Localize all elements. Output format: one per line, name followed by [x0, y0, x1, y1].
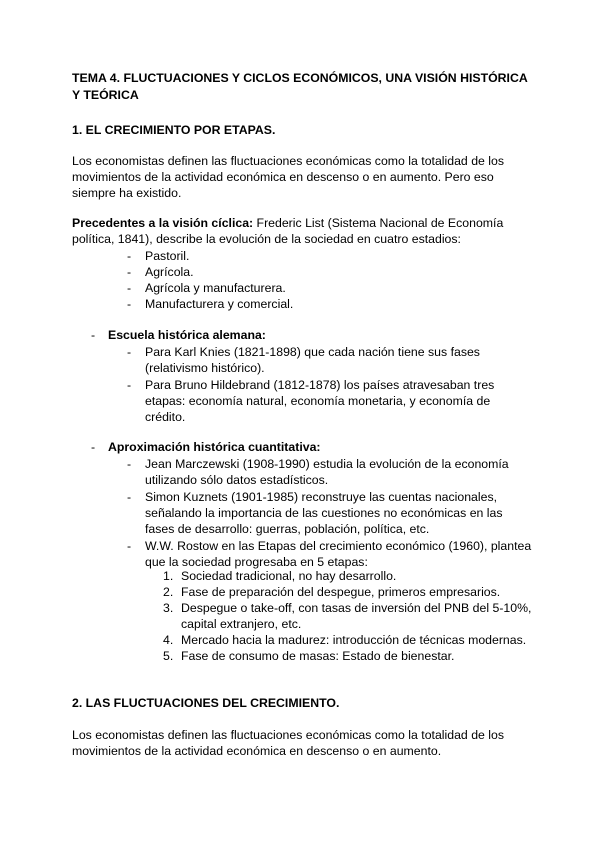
aproximacion-heading: - Aproximación histórica cuantitativa:: [91, 440, 321, 454]
aproximacion-list: [127, 456, 545, 570]
list-item: - Agrícola.: [127, 265, 194, 279]
list-item: 2. Fase de preparación del despegue, primeros empresarios.: [163, 585, 501, 599]
list-item: 5. Fase de consumo de masas: Estado de bienestar.: [163, 649, 455, 663]
list-item: - Jean Marczewski (1908-1990) estudia la evolución de la economía utilizando sólo datos estadísticos.: [127, 457, 509, 487]
list-item: - W.W. Rostow en las Etapas del crecimiento económico (1960), plantea que la sociedad progresaba en 5 etapas:: [127, 539, 532, 569]
list-item: 4. Mercado hacia la madurez: introducción de técnicas modernas.: [163, 633, 527, 647]
list-item: - Simon Kuznets (1901-1985) reconstruye las cuentas nacionales, señalando la importancia de las cuestiones no económicas en las fases de desarrollo: guerras, población, política, etc.: [127, 490, 503, 536]
precedentes-paragraph: Precedentes a la visión cíclica: Frederic List (Sistema Nacional de Economía política, 1841), describe la evolución de la sociedad en cuatro estadios:: [72, 216, 504, 246]
precedentes-label: Precedentes a la visión cíclica:: [72, 216, 254, 230]
list-item: - Para Bruno Hildebrand (1812-1878) los países atravesaban tres etapas: economía natural, economía monetaria, y economía de crédito.: [127, 378, 495, 424]
document-title: TEMA 4. FLUCTUACIONES Y CICLOS ECONÓMICOS, UNA VISIÓN HISTÓRICA Y TEÓRICA: [72, 71, 528, 102]
section-2-intro: Los economistas definen las fluctuaciones económicas como la totalidad de los movimientos de la actividad económica en descenso o en aumento.: [72, 728, 505, 758]
estadios-list: [127, 248, 294, 312]
list-item: 1. Sociedad tradicional, no hay desarrollo.: [163, 569, 397, 583]
list-item: - Pastoril.: [127, 249, 190, 263]
rostow-stages-list: [163, 568, 541, 664]
list-item: - Para Karl Knies (1821-1898) que cada nación tiene sus fases (relativismo histórico).: [127, 345, 480, 375]
section-1-heading: 1. EL CRECIMIENTO POR ETAPAS.: [72, 123, 276, 137]
escuela-list: [127, 344, 535, 425]
section-1-intro: Los economistas definen las fluctuaciones económicas como la totalidad de los movimientos de la actividad económica en descenso o en aumento. Pero eso siempre ha existido.: [72, 154, 505, 200]
section-2-heading: 2. LAS FLUCTUACIONES DEL CRECIMIENTO.: [72, 696, 340, 710]
escuela-heading: - Escuela histórica alemana:: [91, 328, 266, 342]
list-item: - Manufacturera y comercial.: [127, 297, 294, 311]
list-item: - Agrícola y manufacturera.: [127, 281, 286, 295]
list-item: 3. Despegue o take-off, con tasas de inversión del PNB del 5-10%, capital extranjero, etc.: [163, 601, 532, 631]
